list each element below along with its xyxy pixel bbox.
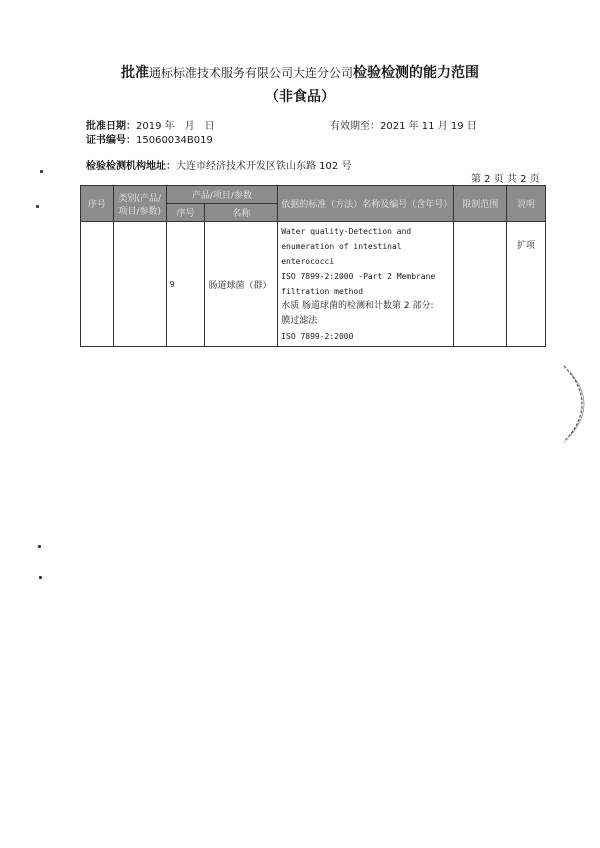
document-title xyxy=(0,62,600,82)
scan-mark xyxy=(38,545,41,548)
standard-line: enumeration of intestinal xyxy=(281,242,402,251)
standard-line: 膜过滤法 xyxy=(281,316,318,326)
valid-value: 2021 年 11 月 19 日 xyxy=(380,121,477,132)
standard-line: filtration method xyxy=(281,287,364,296)
address-label: 检验检测机构地址： xyxy=(86,161,176,172)
standard-line: 水质 肠道球菌的检测和计数第 2 部分: xyxy=(281,301,434,311)
org-name: 通标标准技术服务有限公司大连分公司 xyxy=(148,66,353,80)
cell-seq xyxy=(81,222,114,347)
scan-mark xyxy=(36,205,39,208)
scan-mark xyxy=(40,170,43,173)
valid-label: 有效期至： xyxy=(330,121,380,132)
standard-line: ISO 7899-2:2000 xyxy=(281,332,354,341)
approval-date xyxy=(86,117,215,132)
cell-standard xyxy=(278,222,454,347)
certificate-number xyxy=(86,131,213,146)
address-value: 大连市经济技术开发区铁山东路 102 号 xyxy=(176,161,352,172)
page-indicator: 第 2 页 共 2 页 xyxy=(471,174,540,185)
standard-line: ISO 7899-2:2000 -Part 2 Membrane xyxy=(281,272,436,281)
cell-limit xyxy=(454,222,507,347)
header-product-item: 产品/项目/参数 xyxy=(166,186,278,204)
cert-label: 证书编号： xyxy=(86,135,136,146)
institution-address xyxy=(86,157,351,172)
seal-stamp-edge xyxy=(554,364,600,444)
document-subtitle: （非食品） xyxy=(265,89,335,105)
cell-category xyxy=(113,222,166,347)
cert-value: 15060034B019 xyxy=(136,135,213,146)
capability-table xyxy=(80,185,546,347)
header-standard: 依据的标准（方法）名称及编号（含年号） xyxy=(278,186,454,222)
cell-name: 肠道球菌（群） xyxy=(205,222,278,347)
scan-mark xyxy=(39,576,42,579)
header-limit: 限制范围 xyxy=(454,186,507,222)
approval-label: 批准日期： xyxy=(86,121,136,132)
cell-remark: 扩项 xyxy=(507,222,546,347)
cell-sub-seq: 9 xyxy=(166,222,205,347)
standard-line: Water quality-Detection and xyxy=(281,227,412,236)
approval-value: 2019 年 月 日 xyxy=(136,121,215,132)
header-category: 类别(产品/项目/参数) xyxy=(113,186,166,222)
header-sub-seq: 序号 xyxy=(166,204,205,222)
title-prefix: 批准 xyxy=(120,65,149,81)
standard-line: enterococci xyxy=(281,257,335,266)
table-row xyxy=(81,222,546,347)
title-suffix: 检验检测的能力范围 xyxy=(353,65,479,81)
header-seq: 序号 xyxy=(81,186,114,222)
header-name: 名称 xyxy=(205,204,278,222)
valid-until xyxy=(330,117,477,132)
header-remark: 说明 xyxy=(507,186,546,222)
